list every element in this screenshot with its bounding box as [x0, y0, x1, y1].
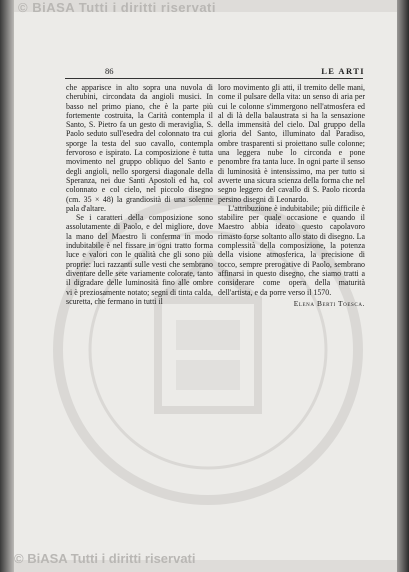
paragraph: loro movimento gli atti, il tremito delle mani, come il pulsare della vita: un senso di aria per cui le colonne s'immergono nell'atmosfera ed al di là della balaustrata si ha la sensazione della immensità del cielo. Dal gruppo della gloria del Santo, illuminato dal Paradiso, ombre trasparenti si proiettano sulle colonne; una leggera nube lo circonda e pone penombre fra tanta luce. In ogni parte il senso di luminosità è intensissimo, ma per tutto si avverte una sicura scienza della forma che nel segno leggero del cavallo di S. Paolo ricorda persino disegni di Leonardo.: [218, 83, 365, 204]
copyright-watermark-top: © BiASA Tutti i diritti riservati: [18, 0, 216, 15]
page-number: 86: [105, 66, 114, 76]
header-rule: [65, 78, 363, 79]
text-column-right: [218, 83, 365, 308]
running-header: [65, 66, 365, 78]
copyright-watermark-bottom: © BiASA Tutti i diritti riservati: [14, 551, 196, 566]
paragraph: che apparisce in alto sopra una nuvola di cherubini, circondata da angioli musici. In basso nel primo piano, che è la parte più fortemente costruita, la Carità contempla il Santo, S. Pietro fa un gesto di meraviglia, S. Paolo seduto sull'esedra del colonnato tra cui sporge la testa del suo cavallo, contempla fervoroso e ispirato. La composizione è tutta movimento nel gruppo obliquo del Santo e degli angioli, nello sporgersi diagonale della Speranza, nei due Santi Apostoli ed ha, col colonnato e col cielo, nel piccolo disegno (cm. 35 × 48) la grandiosità di una solenne pala d'altare.: [66, 83, 213, 213]
paragraph: Se i caratteri della composizione sono assolutamente di Paolo, e del migliore, dove la mano del Maestro li conferma in modo indubitabile è nel fissare in ogni tratto forma luce e valori con le qualità che gli sono più proprie: luci razzanti sulle vesti che sembrano diventare delle sete variamente colorate, tanto il digradare delle luminosità fino alle ombre vi è preziosamente notato; segni di tinta calda, scuretta, che fermano in tutti il: [66, 213, 213, 306]
text-column-left: [66, 83, 213, 306]
author-signature: Elena Berti Toesca.: [293, 298, 365, 308]
paragraph: L'attribuzione è indubitabile; più difficile è stabilire per quale occasione e quando il Maestro abbia ideato questo capolavoro rimasto forse soltanto allo stato di disegno. La complessità della composizione, la potenza della visione atmosferica, la precisione di tocco, sempre prerogative di Paolo, sembrano affinarsi in questo disegno, che siamo tratti a considerare come opera della maturità dell'artista, e da porre verso il 1570.: [218, 203, 365, 297]
running-title: LE ARTI: [321, 66, 365, 76]
